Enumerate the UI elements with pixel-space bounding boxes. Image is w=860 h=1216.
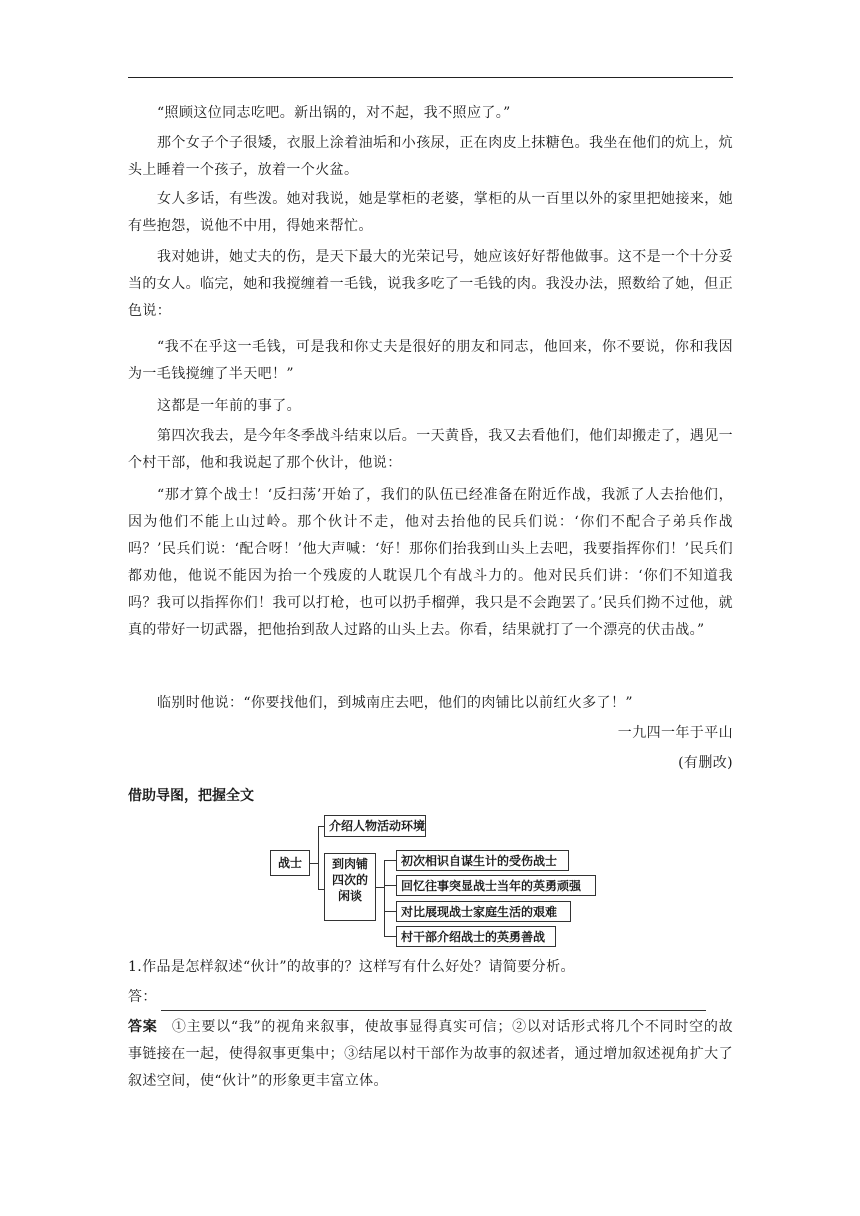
section-heading: 借助导图，把握全文 [128,788,254,804]
connector [384,936,396,937]
paragraph-1: “照顾这位同志吃吧。新出锅的，对不起，我不照应了。” [157,105,511,121]
header-rule [128,77,733,78]
paragraph-8: “那才算个战士！‘反扫荡’开始了，我们的队伍已经准备在附近作战，我派了人去抬他们，因为他们不能上山过岭。那个伙计不走，他对去抬他的民兵们说：‘你们不配合子弟兵作战吗？’民兵们说：‘配合呀！’他大声喊：‘好！那你们抬我到山头上去吧，我要指挥你们！’民兵们都劝他，他说不能因为抬一个残废的人耽误几个有战斗力的。他对民兵们讲：‘你们不知道我吗？我可以指挥你们！我可以打枪，也可以扔手榴弹，我只是不会跑罢了。’民兵们拗不过他，就真的带好一切武器，把他抬到敌人过路的山头上去。你看，结果就打了一个漂亮的伏击战。” [128,487,733,638]
mindmap-root: 战士 [270,850,310,876]
paragraph-7: 第四次我去，是今年冬季战斗结束以后。一天黄昏，我又去看他们，他们却搬走了，遇见一个村干部，他和我说起了那个伙计，他说： [128,428,733,471]
mindmap-sub-item: 初次相识自谋生计的受伤战士 [396,850,569,871]
mindmap-sub-item: 村干部介绍战士的英勇善战 [396,926,556,947]
signature: 一九四一年于平山 [617,725,733,741]
answer-label: 答案 [128,1019,158,1035]
connector [318,826,319,890]
paragraph-2: 那个女子个子很矮，衣服上涂着油垢和小孩尿，正在肉皮上抹糖色。我坐在他们的炕上，炕头上睡着一个孩子，放着一个火盆。 [128,135,733,178]
connector [384,860,385,936]
connector [384,885,396,886]
edit-note: (有删改) [678,755,733,771]
mindmap-branch-chats: 到肉铺四次的闲谈 [324,853,376,921]
connector [310,863,318,864]
answer-field[interactable] [128,984,733,1011]
mindmap-sub-item: 回忆往事突显战士当年的英勇顽强 [396,875,596,896]
connector [384,911,396,912]
paragraph-4: 我对她讲，她丈夫的伤，是天下最大的光荣记号，她应该好好帮他做事。这不是一个十分妥当的女人。临完，她和我搅缠着一毛钱，说我多吃了一毛钱的肉。我没办法，照数给了她，但正色说： [128,249,733,319]
answer-block [128,1014,733,1095]
mindmap-branch-environment: 介绍人物活动环境 [324,815,426,837]
answer-prompt: 答： [128,989,157,1005]
paragraph-9: 临别时他说：“你要找他们，到城南庄去吧，他们的肉铺比以前红火多了！” [157,695,633,711]
paragraph-6: 这都是一年前的事了。 [157,398,301,414]
answer-blank-line[interactable] [161,994,706,1011]
connector [376,887,384,888]
paragraph-3: 女人多话，有些泼。她对我说，她是掌柜的老婆，掌柜的从一百里以外的家里把她接来，她有些抱怨，说他不中用，得她来帮忙。 [128,191,733,234]
answer-text: ①主要以“我”的视角来叙事，使故事显得真实可信；②以对话形式将几个不同时空的故事链接在一起，使得叙事更集中；③结尾以村干部作为故事的叙述者，通过增加叙述视角扩大了叙述空间，使“伙计”的形象更丰富立体。 [128,1019,733,1089]
connector [384,860,396,861]
mindmap-sub-item: 对比展现战士家庭生活的艰难 [396,901,571,922]
question: 1.作品是怎样叙述“伙计”的故事的？这样写有什么好处？请简要分析。 [128,959,575,975]
paragraph-5: “我不在乎这一毛钱，可是我和你丈夫是很好的朋友和同志，他回来，你不要说，你和我因为一毛钱搅缠了半天吧！” [128,339,733,382]
